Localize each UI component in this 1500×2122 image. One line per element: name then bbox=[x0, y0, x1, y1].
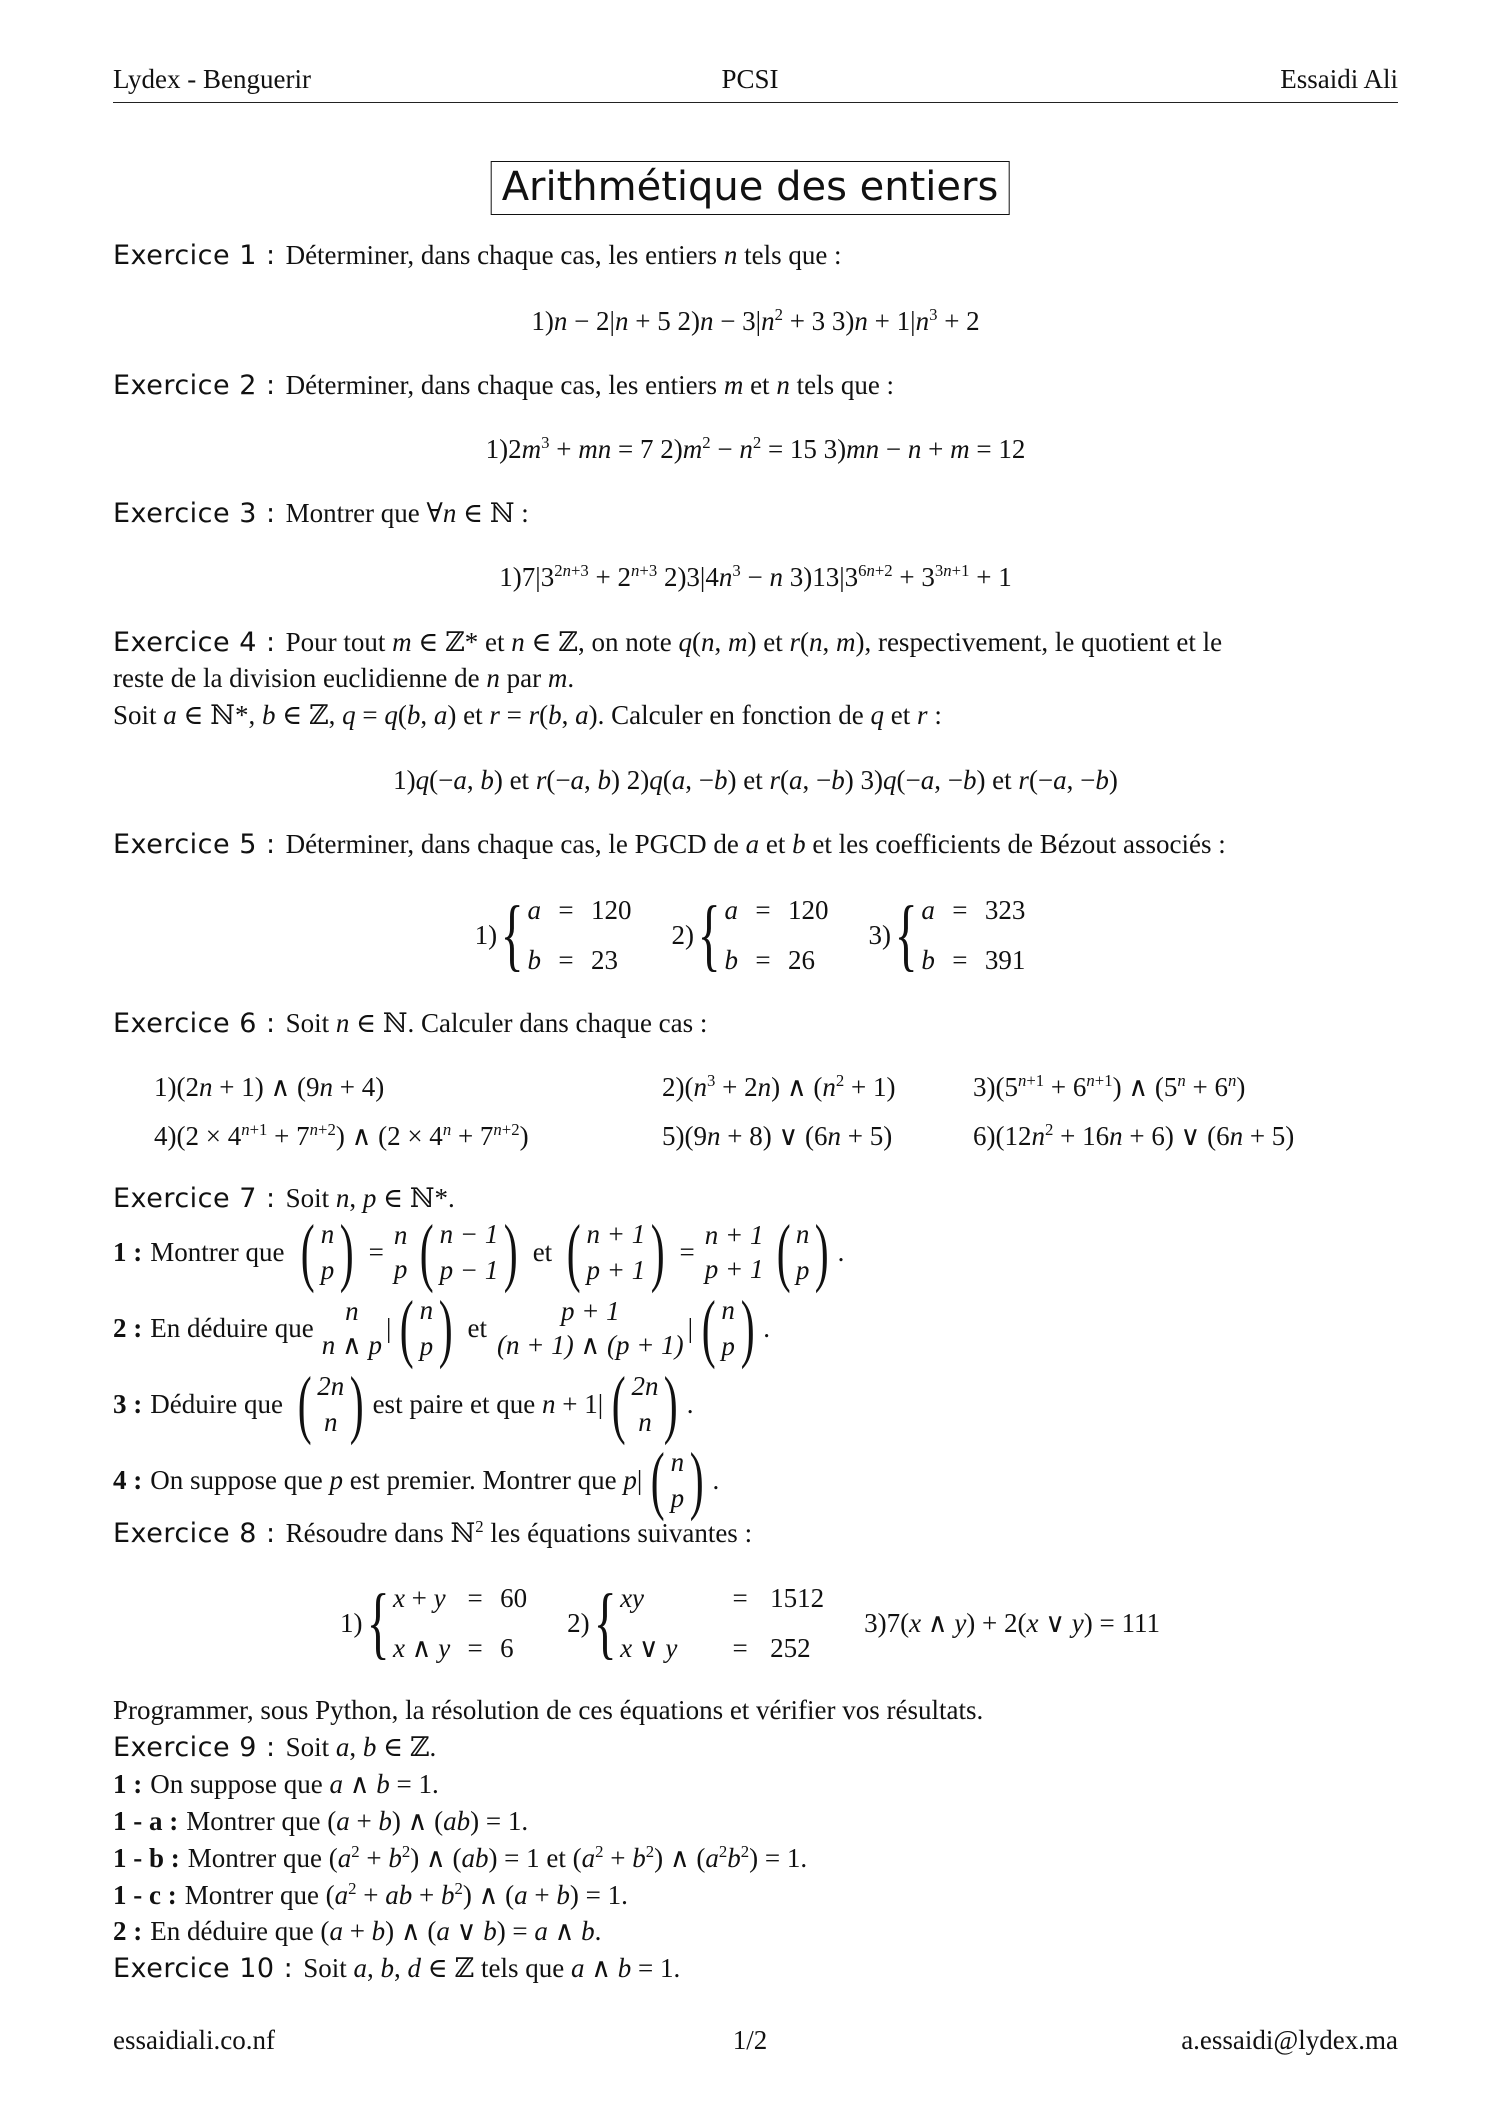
eq-sign: = bbox=[755, 895, 771, 925]
exercise-3-equations: $1)7|3^{2n+3} + 2^{n+3}$ $2)3|4n^3 - n$ $3)13|3^{6n+2} + 3^{3n+1} + 1$ bbox=[499, 560, 1012, 592]
binomial: ( n p ) bbox=[776, 1210, 829, 1294]
binomial: ( n + 1 p + 1 ) bbox=[566, 1210, 665, 1294]
exercise-4-line3: Soit a ∈ ℕ*, b ∈ ℤ, q = q(b, a) et r = r(b, a). Calculer en fonction de q et r : bbox=[113, 700, 942, 730]
exercise-4 bbox=[113, 624, 1398, 661]
question-text: est paire et que n + 1| bbox=[372, 1389, 604, 1419]
exercise-text: Pour tout m ∈ ℤ* et n ∈ ℤ, on note q(n, m) et r(n, m), respectivement, le quotient et le bbox=[285, 627, 1223, 657]
system-number: 1) bbox=[474, 919, 498, 950]
exercise-10 bbox=[113, 1950, 1398, 1987]
binomial: ( 2n n ) bbox=[611, 1362, 679, 1446]
question-number: 4 : bbox=[113, 1465, 143, 1495]
fraction: n p bbox=[393, 1220, 408, 1284]
brace-icon: { bbox=[593, 1579, 617, 1667]
footer-website[interactable]: essaidiali.co.nf bbox=[113, 2025, 275, 2055]
value-b: 26 bbox=[787, 945, 815, 975]
exercise-7-q4: 4 : On suppose que p est premier. Montrer que p| ( n p ) . bbox=[113, 1438, 720, 1522]
exercise-text: Soit a, b, d ∈ ℤ tels que a ∧ b = 1. bbox=[303, 1953, 681, 1983]
exercise-2 bbox=[113, 367, 1398, 404]
question-text: En déduire que bbox=[150, 1313, 314, 1343]
exercise-label: Exercice 2 : bbox=[113, 370, 276, 401]
exercise-6-item-1: 1)(2n + 1) ∧ (9n + 4) bbox=[154, 1072, 385, 1102]
exercise-label: Exercice 9 : bbox=[113, 1732, 276, 1763]
header-rule bbox=[113, 102, 1398, 103]
exercise-3 bbox=[113, 495, 1398, 532]
exercise-label: Exercice 5 : bbox=[113, 829, 276, 860]
exercise-text: Résoudre dans ℕ$^2$ les équations suivantes : bbox=[285, 1516, 753, 1548]
exercise-text: Soit a, b ∈ ℤ. bbox=[285, 1732, 437, 1762]
question-text: On suppose que p est premier. Montrer que p| bbox=[150, 1465, 643, 1495]
exercise-9-q2: 2 : En déduire que (a + b) ∧ (a ∨ b) = a ∧ b. bbox=[113, 1916, 602, 1946]
value-b: 23 bbox=[591, 945, 619, 975]
eq-sign: = bbox=[755, 945, 771, 975]
exercise-text: Déterminer, dans chaque cas, le PGCD de a et b et les coefficients de Bézout associés : bbox=[285, 829, 1226, 859]
exercise-text: Montrer que ∀n ∈ ℕ : bbox=[285, 498, 529, 528]
header-left: Lydex - Benguerir bbox=[113, 64, 311, 94]
exercise-4-line2: reste de la division euclidienne de n par m. bbox=[113, 663, 575, 693]
system-number: 2) bbox=[671, 919, 695, 950]
eq-sign: = bbox=[558, 945, 574, 975]
exercise-5-systems bbox=[0, 890, 1500, 980]
exercise-6-item-3: $3)(5^{n+1} + 6^{n+1})$ ∧ $(5^n + 6^n)$ bbox=[973, 1070, 1246, 1102]
exercise-6 bbox=[113, 1005, 1398, 1042]
binomial: ( n p ) bbox=[651, 1438, 704, 1522]
exercise-6-item-5: 5)(9n + 8) ∨ (6n + 5) bbox=[662, 1121, 893, 1151]
exercise-6-item-6: $6)(12n^2 + 16n + 6)$ ∨ (6n + 5) bbox=[973, 1119, 1295, 1151]
exercise-9 bbox=[113, 1729, 1398, 1766]
system-number: 3) bbox=[868, 919, 891, 950]
footer-email[interactable]: a.essaidi@lydex.ma bbox=[1181, 2025, 1398, 2055]
binomial: ( n p ) bbox=[701, 1286, 755, 1370]
binomial: ( 2n n ) bbox=[297, 1362, 364, 1446]
exercise-9-q1c: 1 - c : Montrer que ($a^2$ + ab + $b^2$) ∧ (a + b) = 1. bbox=[113, 1878, 628, 1910]
question-text: Montrer que bbox=[150, 1237, 285, 1267]
system-3: 3) { a = 323 b = 391 bbox=[868, 891, 1026, 979]
exercise-6-item-4: $4)(2 \times 4^{n+1} + 7^{n+2})$ ∧ $(2 \times 4^n + 7^{n+2})$ bbox=[154, 1119, 529, 1151]
value-b: 391 bbox=[984, 945, 1026, 975]
exercise-9-q1a: 1 - a : Montrer que (a + b) ∧ (ab) = 1. bbox=[113, 1806, 529, 1836]
exercise-4-equations: 1)q(−a, b) et r(−a, b) 2)q(a, −b) et r(a, −b) 3)q(−a, −b) et r(−a, −b) bbox=[393, 765, 1118, 795]
system-1: 1) { a = 120 b = 23 bbox=[474, 891, 632, 979]
exercise-1 bbox=[113, 237, 1398, 274]
question-text: Déduire que bbox=[150, 1389, 283, 1419]
fraction: n n ∧ p bbox=[321, 1296, 382, 1360]
exercise-label: Exercice 6 : bbox=[113, 1008, 276, 1039]
system-2: 2) { a = 120 b = 26 bbox=[671, 891, 829, 979]
exercise-9-q1b: 1 - b : Montrer que $(a^2 + b^2)$ ∧ (ab) = 1 et $(a^2 + b^2)$ ∧ $(a^2b^2) = 1$. bbox=[113, 1841, 808, 1873]
binomial: ( n − 1 p − 1 ) bbox=[420, 1210, 518, 1294]
brace-icon: { bbox=[500, 891, 524, 979]
brace-icon: { bbox=[366, 1579, 390, 1667]
exercise-label: Exercice 3 : bbox=[113, 498, 276, 529]
header-center: PCSI bbox=[721, 64, 779, 94]
question-number: 2 : bbox=[113, 1313, 143, 1343]
value-a: 323 bbox=[984, 895, 1026, 925]
page-title: Arithmétique des entiers bbox=[491, 161, 1010, 215]
fraction: p + 1 (n + 1) ∧ (p + 1) bbox=[496, 1296, 684, 1360]
brace-icon: { bbox=[697, 891, 721, 979]
exercise-1-equations: 1)n − 2|n + 5 $2)n - 3|n^2 + 3$ $3)n + 1|n^3 + 2$ bbox=[531, 304, 980, 336]
exercise-5 bbox=[113, 826, 1398, 863]
header-right: Essaidi Ali bbox=[1280, 64, 1398, 94]
exercise-7-q1: 1 : Montrer que ( n p ) = n p ( n − 1 p − 1 ) et ( n + 1 p + 1 ) = n + 1 p + 1 ( n p ) . bbox=[113, 1210, 845, 1294]
exercise-8 bbox=[113, 1515, 1398, 1552]
value-a: 120 bbox=[787, 895, 829, 925]
eq-sign: = bbox=[952, 945, 968, 975]
exercise-8-python: Programmer, sous Python, la résolution de ces équations et vérifier vos résultats. bbox=[113, 1695, 984, 1725]
exercise-9-q1: 1 : On suppose que a ∧ b = 1. bbox=[113, 1769, 439, 1799]
exercise-7-q3: 3 : Déduire que ( 2n n ) est paire et que n + 1| ( 2n n ) . bbox=[113, 1362, 694, 1446]
fraction: n + 1 p + 1 bbox=[704, 1220, 764, 1284]
eq-sign: = bbox=[952, 895, 968, 925]
exercise-label: Exercice 8 : bbox=[113, 1518, 276, 1549]
question-number: 3 : bbox=[113, 1389, 143, 1419]
system-2: 2) { xy = 1512 x ∨ y = 252 bbox=[567, 1579, 825, 1667]
question-number: 1 : bbox=[113, 1237, 143, 1267]
exercise-2-equations: $1)2m^3$ + mn = 7 $2)m^2 - n^2 = 15$ 3)mn − n + m = 12 bbox=[485, 432, 1026, 464]
equation-3: 3)7(x ∧ y) + 2(x ∨ y) = 111 bbox=[864, 1607, 1160, 1638]
exercise-8-systems bbox=[0, 1578, 1500, 1668]
eq-sign: = bbox=[558, 895, 574, 925]
exercise-text: Déterminer, dans chaque cas, les entiers m et n tels que : bbox=[285, 370, 895, 400]
exercise-label: Exercice 1 : bbox=[113, 240, 276, 271]
value-a: 120 bbox=[591, 895, 632, 925]
exercise-label: Exercice 4 : bbox=[113, 627, 276, 658]
brace-icon: { bbox=[894, 891, 918, 979]
exercise-6-item-2: $2)(n^3 + 2n)$ ∧ $(n^2 + 1)$ bbox=[662, 1070, 896, 1102]
binomial: ( n p ) bbox=[400, 1286, 453, 1370]
exercise-label: Exercice 10 : bbox=[113, 1953, 294, 1984]
exercise-label: Exercice 7 : bbox=[113, 1183, 276, 1214]
page-number: 1/2 bbox=[732, 2025, 768, 2055]
system-1: 1) { x + y = 60 x ∧ y = 6 bbox=[340, 1579, 528, 1667]
exercise-text: Soit n ∈ ℕ. Calculer dans chaque cas : bbox=[285, 1008, 708, 1038]
exercise-7-q2: 2 : En déduire que n n ∧ p | ( n p ) et p + 1 (n + 1) ∧ (p + 1) | ( n p ) . bbox=[113, 1286, 770, 1370]
binomial: ( n p ) bbox=[301, 1210, 354, 1294]
exercise-text: Soit n, p ∈ ℕ*. bbox=[285, 1183, 455, 1213]
exercise-text: Déterminer, dans chaque cas, les entiers n tels que : bbox=[285, 240, 842, 270]
